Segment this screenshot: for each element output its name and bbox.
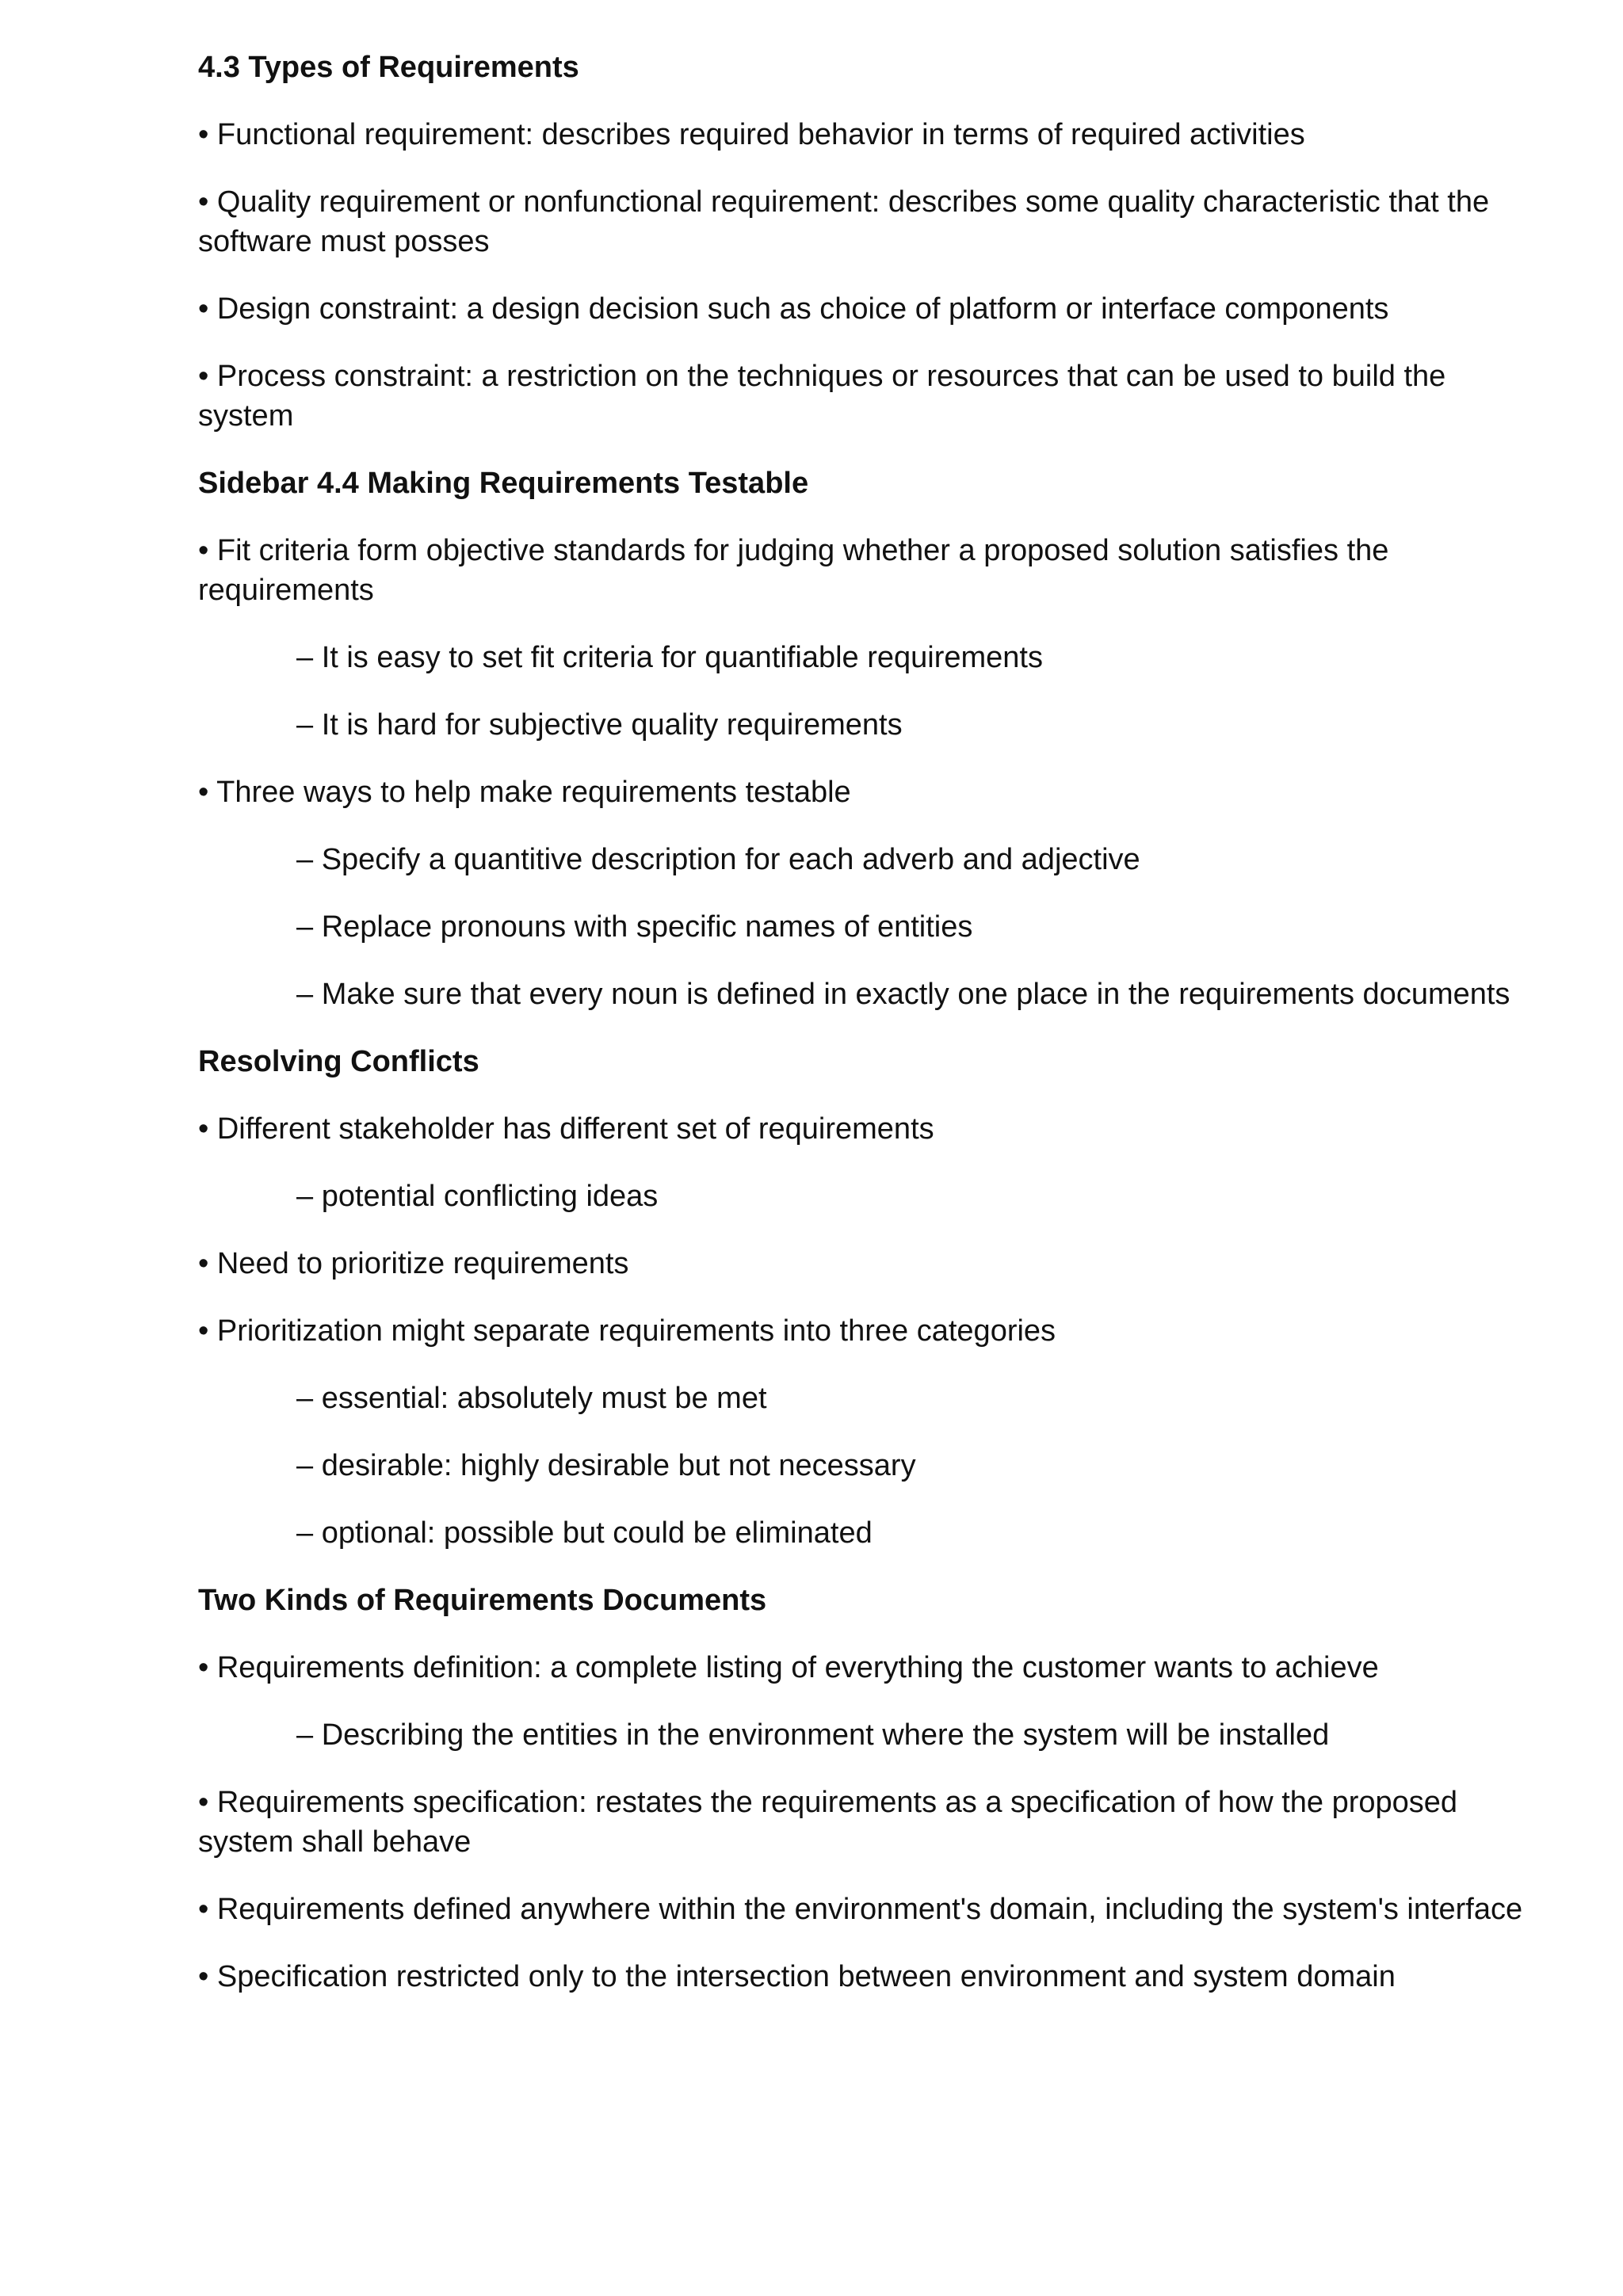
bullet-design-constraint: • Design constraint: a design decision such as choice of platform or interface components xyxy=(198,292,1389,326)
sub-bullet-essential: – essential: absolutely must be met xyxy=(296,1382,767,1415)
sub-bullet-conflicting-ideas: – potential conflicting ideas xyxy=(296,1180,659,1213)
bullet-process-constraint: • Process constraint: a restriction on the techniques or resources that can be used to build the system xyxy=(198,360,1446,433)
sub-bullet-describing-entities: – Describing the entities in the environment where the system will be installed xyxy=(296,1718,1330,1752)
sub-bullet-hard-subjective: – It is hard for subjective quality requirements xyxy=(296,708,903,742)
bullet-need-to-prioritize: • Need to prioritize requirements xyxy=(198,1247,629,1280)
bullet-functional-requirement: • Functional requirement: describes required behavior in terms of required activities xyxy=(198,118,1305,151)
document-content xyxy=(198,48,1545,2024)
section-heading-two-kinds-documents: Two Kinds of Requirements Documents xyxy=(198,1584,767,1617)
bullet-requirements-definition: • Requirements definition: a complete listing of everything the customer wants to achieve xyxy=(198,1651,1379,1684)
section-heading-making-requirements-testable: Sidebar 4.4 Making Requirements Testable xyxy=(198,467,809,500)
sub-bullet-easy-fit-criteria: – It is easy to set fit criteria for quantifiable requirements xyxy=(296,641,1043,674)
section-heading-resolving-conflicts: Resolving Conflicts xyxy=(198,1045,479,1078)
sub-bullet-noun-defined-once: – Make sure that every noun is defined in exactly one place in the requirements documents xyxy=(296,978,1510,1011)
sub-bullet-desirable: – desirable: highly desirable but not necessary xyxy=(296,1449,916,1482)
bullet-quality-requirement: • Quality requirement or nonfunctional requirement: describes some quality characteristic that the software must posses xyxy=(198,185,1490,258)
bullet-different-stakeholder: • Different stakeholder has different set of requirements xyxy=(198,1112,934,1146)
bullet-requirements-specification: • Requirements specification: restates the requirements as a specification of how the proposed system shall behave xyxy=(198,1786,1458,1859)
sub-bullet-replace-pronouns: – Replace pronouns with specific names of entities xyxy=(296,910,973,944)
bullet-three-ways-testable: • Three ways to help make requirements testable xyxy=(198,776,851,809)
bullet-prioritization-categories: • Prioritization might separate requirements into three categories xyxy=(198,1314,1056,1348)
section-heading-types-of-requirements: 4.3 Types of Requirements xyxy=(198,51,579,84)
sub-bullet-optional: – optional: possible but could be eliminated xyxy=(296,1516,873,1550)
bullet-fit-criteria: • Fit criteria form objective standards for judging whether a proposed solution satisfies the requirements xyxy=(198,534,1389,607)
bullet-requirements-defined-anywhere: • Requirements defined anywhere within the environment's domain, including the system's interface xyxy=(198,1893,1523,1926)
sub-bullet-quantitive-description: – Specify a quantitive description for each adverb and adjective xyxy=(296,843,1140,876)
bullet-specification-restricted: • Specification restricted only to the intersection between environment and system domain xyxy=(198,1960,1396,1993)
